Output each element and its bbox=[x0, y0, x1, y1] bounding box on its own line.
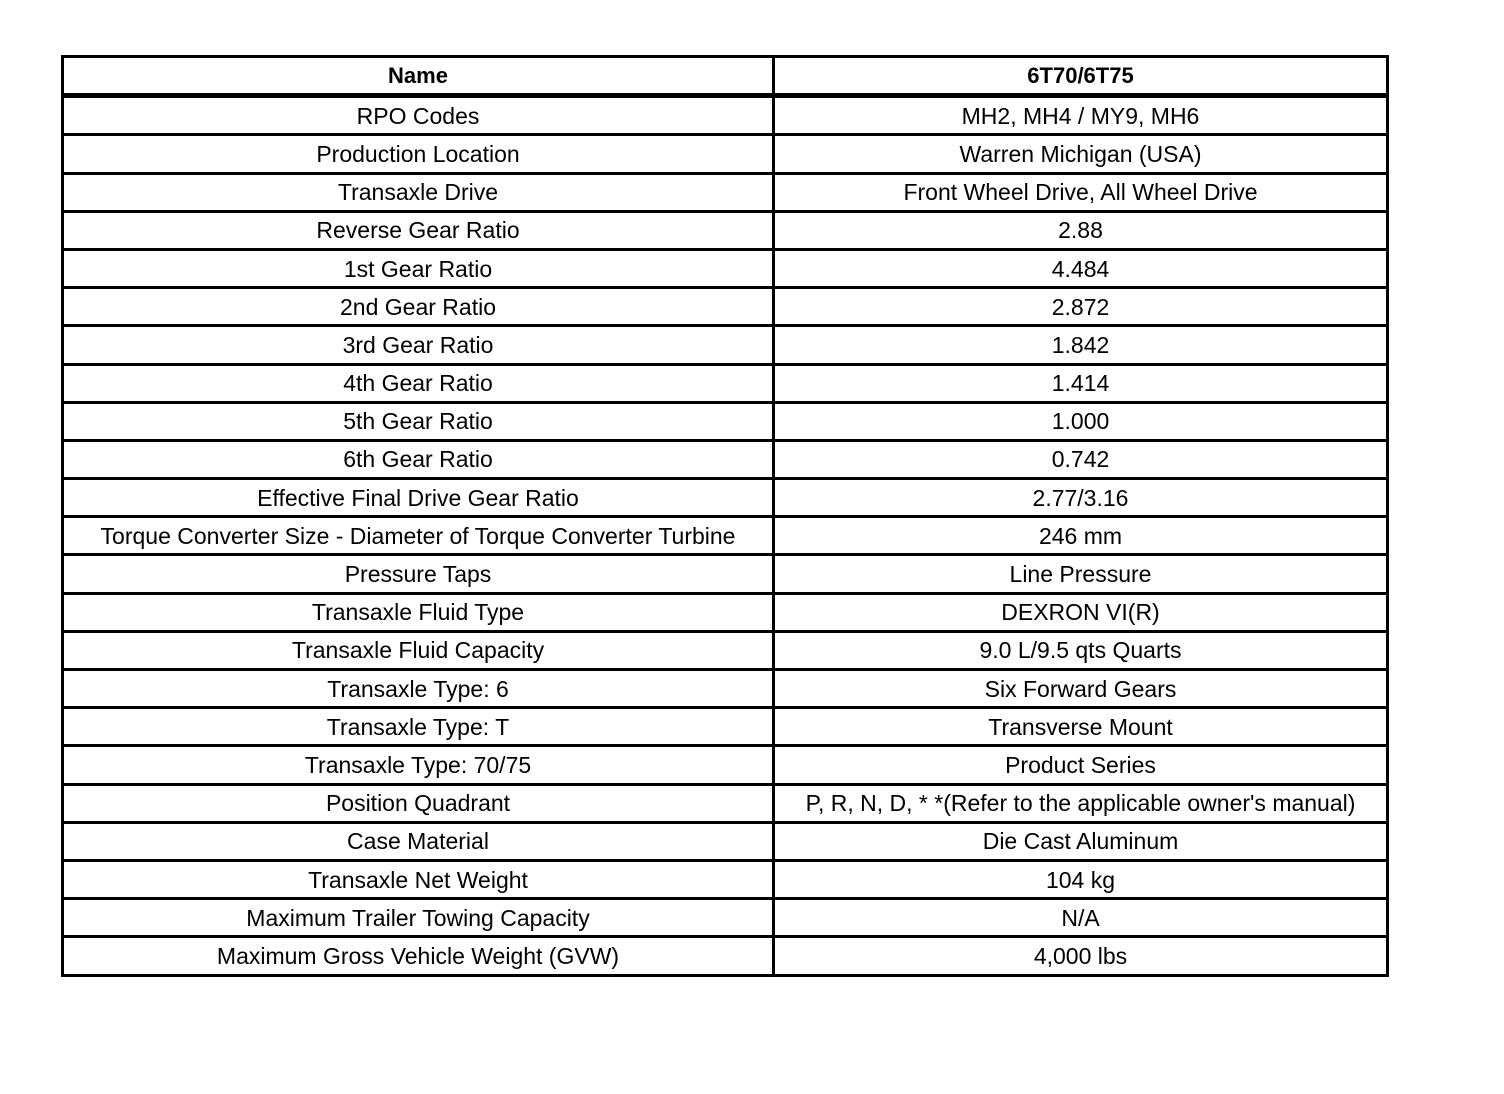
spec-name-cell: Transaxle Fluid Type bbox=[63, 593, 774, 631]
table-row bbox=[63, 784, 1388, 822]
spec-value-cell: 1.842 bbox=[774, 326, 1388, 364]
spec-name-cell: Case Material bbox=[63, 822, 774, 860]
spec-value-cell: Six Forward Gears bbox=[774, 670, 1388, 708]
spec-value-cell: DEXRON VI(R) bbox=[774, 593, 1388, 631]
table-row bbox=[63, 440, 1388, 478]
spec-name-cell: Reverse Gear Ratio bbox=[63, 211, 774, 249]
spec-table-head bbox=[63, 57, 1388, 96]
table-row bbox=[63, 173, 1388, 211]
spec-name-cell: Maximum Gross Vehicle Weight (GVW) bbox=[63, 937, 774, 975]
header-row bbox=[63, 57, 1388, 96]
spec-name-cell: 4th Gear Ratio bbox=[63, 364, 774, 402]
table-row bbox=[63, 631, 1388, 669]
table-row bbox=[63, 593, 1388, 631]
spec-value-cell: 2.77/3.16 bbox=[774, 479, 1388, 517]
table-row bbox=[63, 670, 1388, 708]
spec-name-cell: Effective Final Drive Gear Ratio bbox=[63, 479, 774, 517]
table-row bbox=[63, 402, 1388, 440]
table-row bbox=[63, 555, 1388, 593]
spec-name-cell: Transaxle Type: 70/75 bbox=[63, 746, 774, 784]
header-name-cell: Name bbox=[63, 57, 774, 96]
table-row bbox=[63, 746, 1388, 784]
spec-value-cell: P, R, N, D, * *(Refer to the applicable owner's manual) bbox=[774, 784, 1388, 822]
spec-name-cell: 1st Gear Ratio bbox=[63, 249, 774, 287]
spec-name-cell: Torque Converter Size - Diameter of Torque Converter Turbine bbox=[63, 517, 774, 555]
spec-name-cell: Pressure Taps bbox=[63, 555, 774, 593]
table-row bbox=[63, 135, 1388, 173]
spec-value-cell: 104 kg bbox=[774, 860, 1388, 898]
spec-name-cell: Transaxle Type: 6 bbox=[63, 670, 774, 708]
spec-table-body bbox=[63, 96, 1388, 975]
table-row bbox=[63, 364, 1388, 402]
spec-value-cell: 9.0 L/9.5 qts Quarts bbox=[774, 631, 1388, 669]
table-row bbox=[63, 479, 1388, 517]
spec-value-cell: 1.000 bbox=[774, 402, 1388, 440]
table-row bbox=[63, 288, 1388, 326]
spec-value-cell: Transverse Mount bbox=[774, 708, 1388, 746]
spec-value-cell: 0.742 bbox=[774, 440, 1388, 478]
spec-name-cell: Maximum Trailer Towing Capacity bbox=[63, 899, 774, 937]
spec-value-cell: Product Series bbox=[774, 746, 1388, 784]
table-row bbox=[63, 96, 1388, 135]
spec-value-cell: 4.484 bbox=[774, 249, 1388, 287]
table-row bbox=[63, 860, 1388, 898]
spec-value-cell: 2.88 bbox=[774, 211, 1388, 249]
spec-name-cell: RPO Codes bbox=[63, 96, 774, 135]
spec-name-cell: 3rd Gear Ratio bbox=[63, 326, 774, 364]
spec-value-cell: N/A bbox=[774, 899, 1388, 937]
spec-name-cell: Transaxle Drive bbox=[63, 173, 774, 211]
header-value-cell: 6T70/6T75 bbox=[774, 57, 1388, 96]
spec-value-cell: 1.414 bbox=[774, 364, 1388, 402]
spec-value-cell: Die Cast Aluminum bbox=[774, 822, 1388, 860]
spec-name-cell: Production Location bbox=[63, 135, 774, 173]
spec-name-cell: 6th Gear Ratio bbox=[63, 440, 774, 478]
spec-name-cell: 2nd Gear Ratio bbox=[63, 288, 774, 326]
spec-value-cell: 246 mm bbox=[774, 517, 1388, 555]
spec-name-cell: Transaxle Net Weight bbox=[63, 860, 774, 898]
spec-value-cell: 2.872 bbox=[774, 288, 1388, 326]
spec-value-cell: 4,000 lbs bbox=[774, 937, 1388, 975]
table-row bbox=[63, 822, 1388, 860]
spec-value-cell: MH2, MH4 / MY9, MH6 bbox=[774, 96, 1388, 135]
spec-name-cell: Transaxle Type: T bbox=[63, 708, 774, 746]
spec-table bbox=[61, 55, 1389, 977]
spec-value-cell: Front Wheel Drive, All Wheel Drive bbox=[774, 173, 1388, 211]
spec-name-cell: 5th Gear Ratio bbox=[63, 402, 774, 440]
table-row bbox=[63, 517, 1388, 555]
table-row bbox=[63, 899, 1388, 937]
table-row bbox=[63, 211, 1388, 249]
spec-value-cell: Warren Michigan (USA) bbox=[774, 135, 1388, 173]
spec-name-cell: Position Quadrant bbox=[63, 784, 774, 822]
spec-value-cell: Line Pressure bbox=[774, 555, 1388, 593]
table-row bbox=[63, 937, 1388, 975]
table-row bbox=[63, 326, 1388, 364]
table-row bbox=[63, 249, 1388, 287]
spec-name-cell: Transaxle Fluid Capacity bbox=[63, 631, 774, 669]
table-row bbox=[63, 708, 1388, 746]
